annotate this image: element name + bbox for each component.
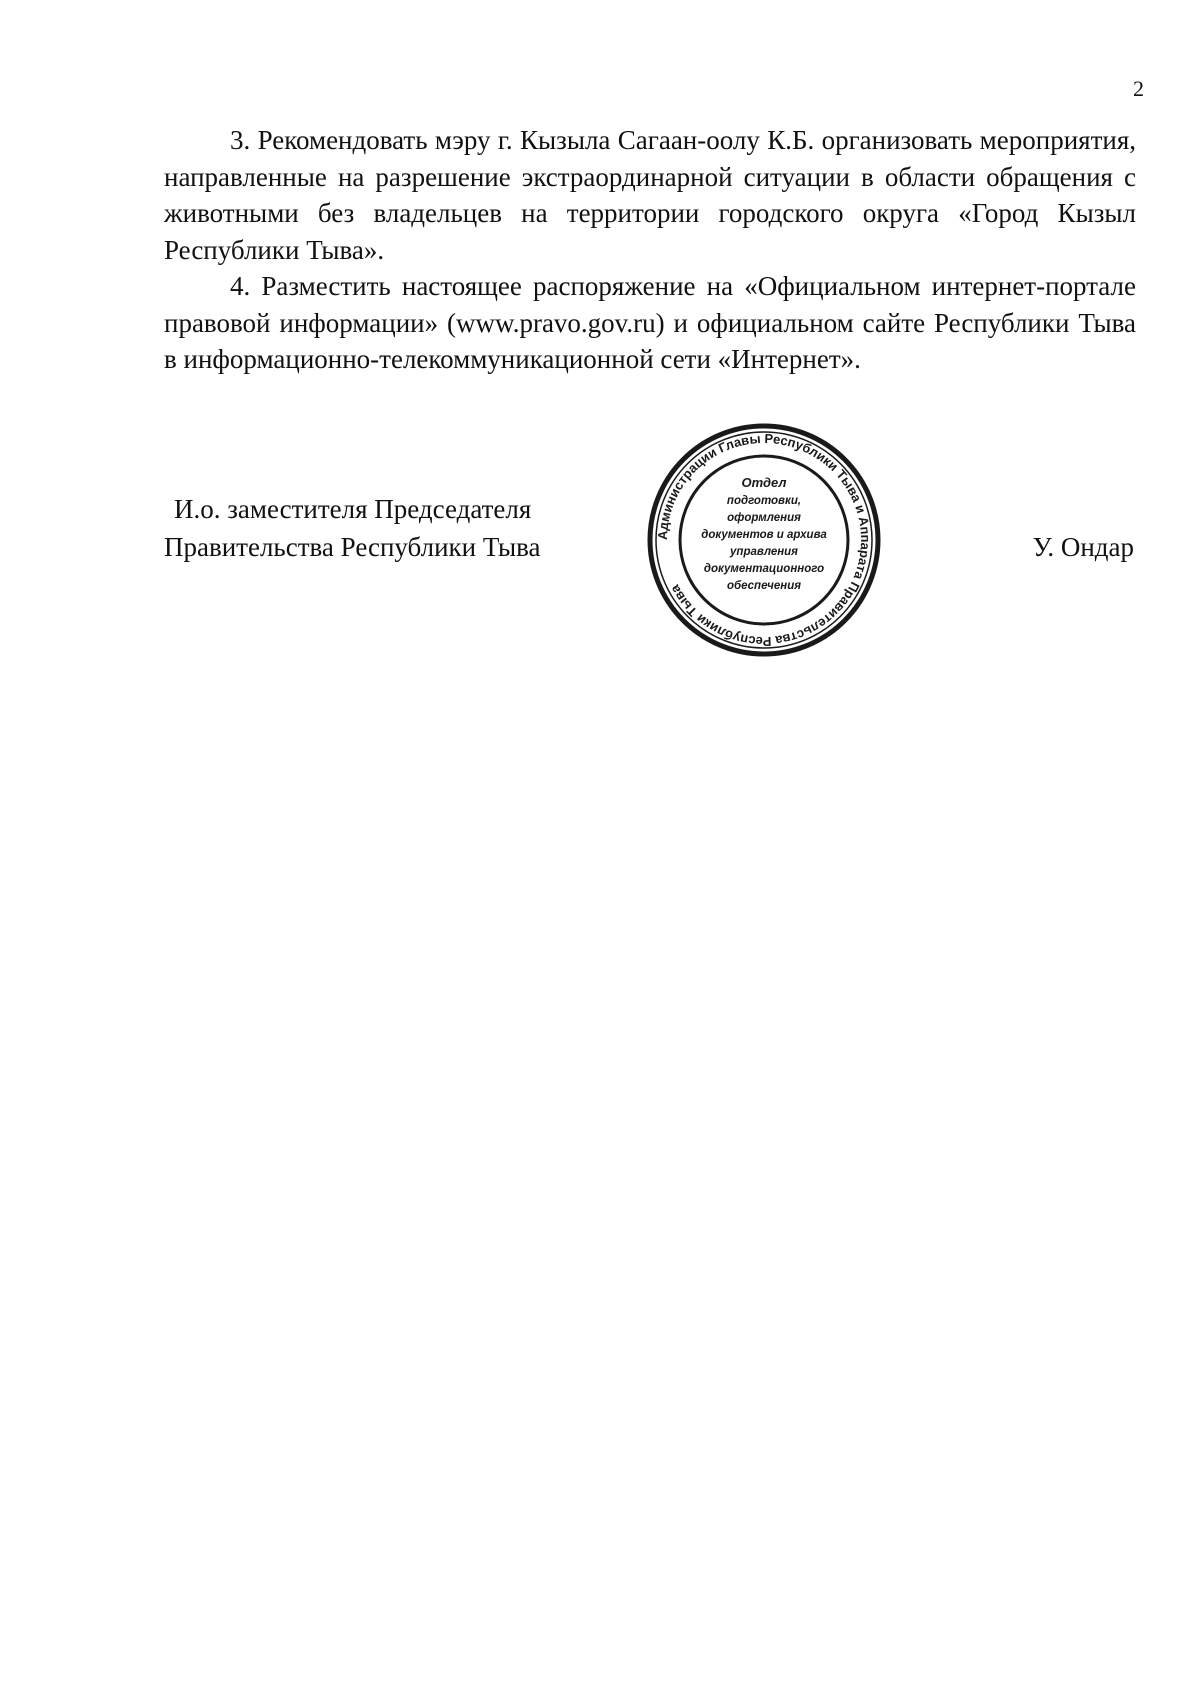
signature-position-line-1: И.о. заместителя Председателя [174,494,532,524]
paragraph-4: 4. Разместить настоящее распоряжение на «Официальном интернет-портале правовой информации» (www.pravo.gov.ru) и официальном сайте Республики Тыва в информационно-телекоммуникационной сети «Интернет». [164,271,1136,374]
seal-line-7: обеспечения [726,580,802,592]
paragraph-3: 3. Рекомендовать мэру г. Кызыла Сагаан-оолу К.Б. организовать мероприятия, направленные на разрешение экстраординарной ситуации в области обращения с животными без владельцев на территории городского округа «Город Кызыл Республики Тыва». [164,125,1136,265]
seal-line-3: оформления [727,512,801,524]
seal-line-1: Отдел [741,475,787,490]
seal-line-5: управления [730,546,798,558]
signature-position-line-2: Правительства Республики Тыва [164,532,541,562]
seal-ring-textpath: Администрации Главы Республики Тыва и Аппарата Правительства Республики Тыва [654,430,874,650]
seal-graphic [642,420,886,660]
document-body [164,122,1136,378]
signatory-name: У. Ондар [1032,532,1134,562]
seal-line-4: документов и архива [701,529,827,541]
official-seal-stamp [642,420,886,660]
seal-line-2: подготовки, [726,495,802,507]
seal-center-text [701,475,827,592]
signature-position [164,490,541,566]
page-number: 2 [1133,76,1144,101]
seal-line-6: документационного [703,563,825,575]
